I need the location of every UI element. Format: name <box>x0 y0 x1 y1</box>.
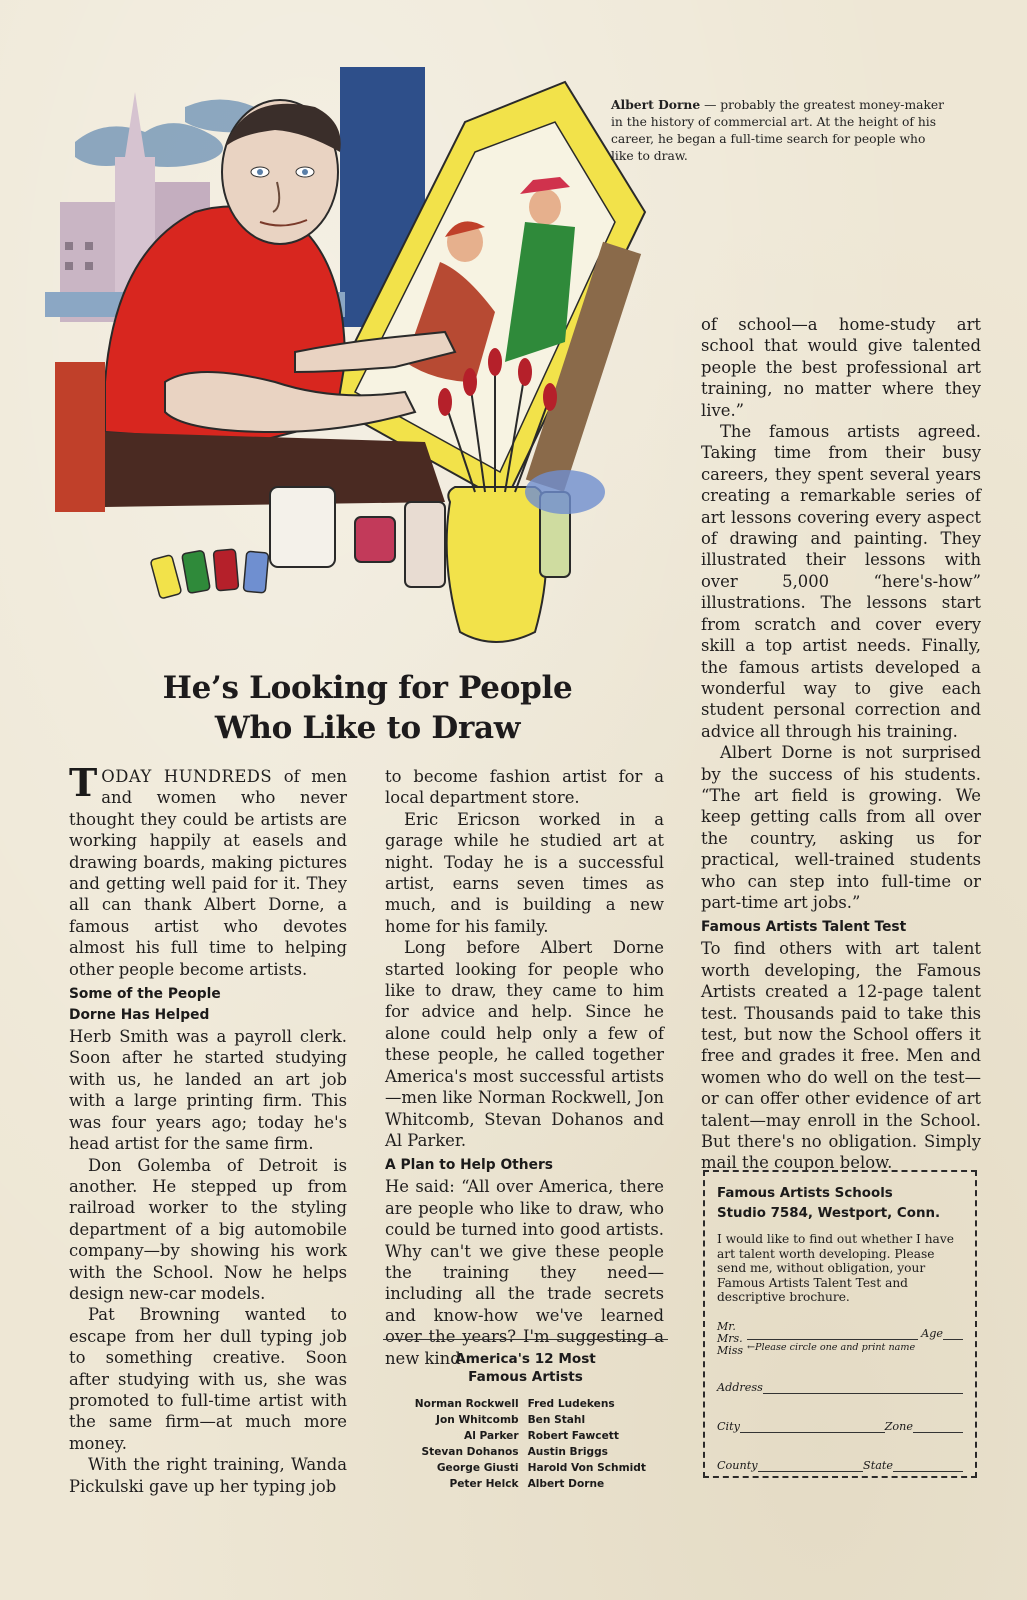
artist-names <box>383 1396 668 1492</box>
headline <box>100 668 635 748</box>
address-label: Address <box>717 1380 763 1394</box>
intro-lead: ODAY HUNDREDS <box>101 767 273 786</box>
age-field[interactable] <box>943 1321 963 1340</box>
age-label: Age <box>921 1326 943 1340</box>
artist-name: Fred Ludekens <box>527 1398 615 1410</box>
artist-name: Harold Von Schmidt <box>527 1462 646 1474</box>
artist-name: Norman Rockwell <box>414 1398 519 1410</box>
coupon-name-row <box>717 1321 963 1357</box>
subhead-line-2: Dorne Has Helped <box>69 1007 210 1024</box>
article-column-2 <box>385 766 664 1369</box>
article-column-1 <box>69 760 347 1497</box>
coupon-school-name: Famous Artists Schools <box>717 1186 893 1201</box>
famous-artists-title <box>383 1350 668 1386</box>
headline-line-2: Who Like to Draw <box>214 710 521 746</box>
county-field[interactable] <box>758 1455 864 1472</box>
artist-names-left <box>383 1396 528 1492</box>
artist-name: Al Parker <box>464 1430 519 1442</box>
artist-name: Robert Fawcett <box>527 1430 619 1442</box>
salutation-mr[interactable]: Mr. <box>717 1319 736 1333</box>
article-column-3 <box>701 314 981 1174</box>
coupon-studio-address: Studio 7584, Westport, Conn. <box>717 1206 941 1221</box>
famous-title-line-2: Famous Artists <box>468 1369 583 1385</box>
paragraph: To find others with art talent worth developing, the Famous Artists created a 12-page talent test. Thousands paid to take this test, but now the School offers it free and grades it free. Men and women who do well on the test—or can offer other evidence of art talent—may enroll in the School. But there's no obligation. Simply mail the coupon below. <box>701 939 981 1173</box>
artist-name: Ben Stahl <box>527 1414 586 1426</box>
intro-paragraph <box>69 760 347 980</box>
address-field[interactable] <box>763 1377 963 1394</box>
coupon-city-row <box>717 1416 963 1433</box>
caption-name: Albert Dorne <box>611 97 701 112</box>
mail-coupon[interactable] <box>703 1170 977 1478</box>
county-label: County <box>717 1458 758 1472</box>
famous-title-line-1: America's 12 Most <box>455 1351 596 1367</box>
state-label: State <box>863 1458 893 1472</box>
paragraph: Pat Browning wanted to escape from her dull typing job to something creative. Soon after studying with us, she was promoted to full-time artist with the same firm—at much more money. <box>69 1305 347 1453</box>
salutation-miss[interactable]: Miss <box>717 1343 744 1357</box>
salutation-options[interactable] <box>717 1321 747 1357</box>
coupon-county-row <box>717 1455 963 1472</box>
circle-instruction <box>747 1342 963 1353</box>
city-field[interactable] <box>740 1416 885 1433</box>
name-field[interactable] <box>747 1321 918 1340</box>
paragraph: of school—a home-study art school that would give talented people the best professional art training, no matter where they live.” <box>701 315 981 420</box>
artist-name: Jon Whitcomb <box>436 1414 519 1426</box>
paragraph: The famous artists agreed. Taking time from their busy careers, they spent several years creating a remarkable series of art lessons covering every aspect of drawing and painting. They illustrated their lessons with over 5,000 “here's-how” illustrations. The lessons start from scratch and cover every skill a top artist needs. Finally, the famous artists developed a wonderful way to give each student personal correction and advice all through his training. <box>701 422 981 741</box>
zone-field[interactable] <box>913 1416 963 1433</box>
intro-text: of men and women who never thought they could be artists are working happily at easels and drawing boards, making pictures and getting well paid for it. They all can thank Albert Dorne, a famous artist who devotes almost his full time to helping other people become artists. <box>69 767 347 979</box>
paragraph: Albert Dorne is not surprised by the success of his students. “The art field is growing. We keep getting calls from all over the country, asking us for practical, well-trained students who can step into full-time or part-time art jobs.” <box>701 743 981 912</box>
coupon-header <box>717 1184 963 1224</box>
paragraph: Don Golemba of Detroit is another. He stepped up from railroad worker to the styling department of a big automobile company—by showing his work with the School. Now he helps design new-car models. <box>69 1155 347 1303</box>
city-label: City <box>717 1419 740 1433</box>
paragraph: Herb Smith was a payroll clerk. Soon after he started studying with us, he landed an art job with a large printing firm. This was four years ago; today he's head artist for the same firm. <box>69 1027 347 1154</box>
salutation-mrs[interactable]: Mrs. <box>717 1331 743 1345</box>
artist-name: Austin Briggs <box>527 1446 608 1458</box>
paragraph: Eric Ericson worked in a garage while he studied art at night. Today he is a successful artist, earns seven times as much, and is building a new home for his family. <box>385 809 664 936</box>
paragraph: to become fashion artist for a local department store. <box>385 767 664 808</box>
famous-artists-list <box>383 1339 668 1492</box>
headline-line-1: He’s Looking for People <box>162 670 573 706</box>
paragraph: Long before Albert Dorne started looking for people who like to draw, they came to him for advice and help. Since he alone could help only a few of these people, he called together America's most successful artists —men like Norman Rockwell, Jon Whitcomb, Stevan Dohanos and Al Parker. <box>385 938 664 1150</box>
caption-text: — probably the greatest money-maker in the history of commercial art. At the height of his career, he began a full-time search for people who like to draw. <box>611 98 945 163</box>
coupon-body: I would like to find out whether I have art talent worth developing. Please send me, without obligation, your Famous Artists Talent Test and descriptive brochure. <box>717 1232 954 1304</box>
subhead-people-helped <box>69 984 347 1026</box>
artist-name: Stevan Dohanos <box>421 1446 519 1458</box>
albert-dorne-illustration <box>45 62 670 667</box>
paragraph: He said: “All over America, there are people who like to draw, who could be turned into good artists. Why can't we give these people the training they need—including all the trade secrets and know-how we've learned over the years? I'm suggesting a new kind <box>385 1177 664 1368</box>
zone-label: Zone <box>884 1419 913 1433</box>
artist-name: George Giusti <box>436 1462 519 1474</box>
paragraph: With the right training, Wanda Pickulski gave up her typing job <box>69 1455 347 1496</box>
subhead-line-1: Some of the People <box>69 986 221 1003</box>
circle-instruction-text: Please circle one and print name <box>755 1341 916 1353</box>
artist-names-right <box>528 1396 668 1492</box>
arrow-left-icon: ← <box>747 1341 756 1353</box>
artist-name: Albert Dorne <box>527 1478 605 1490</box>
subhead-talent-test: Famous Artists Talent Test <box>701 919 907 936</box>
illustration-caption <box>611 96 951 165</box>
drop-cap: T <box>69 760 98 805</box>
state-field[interactable] <box>893 1455 963 1472</box>
subhead-plan: A Plan to Help Others <box>385 1157 553 1174</box>
artist-name: Peter Helck <box>449 1478 519 1490</box>
coupon-address-row <box>717 1377 963 1394</box>
